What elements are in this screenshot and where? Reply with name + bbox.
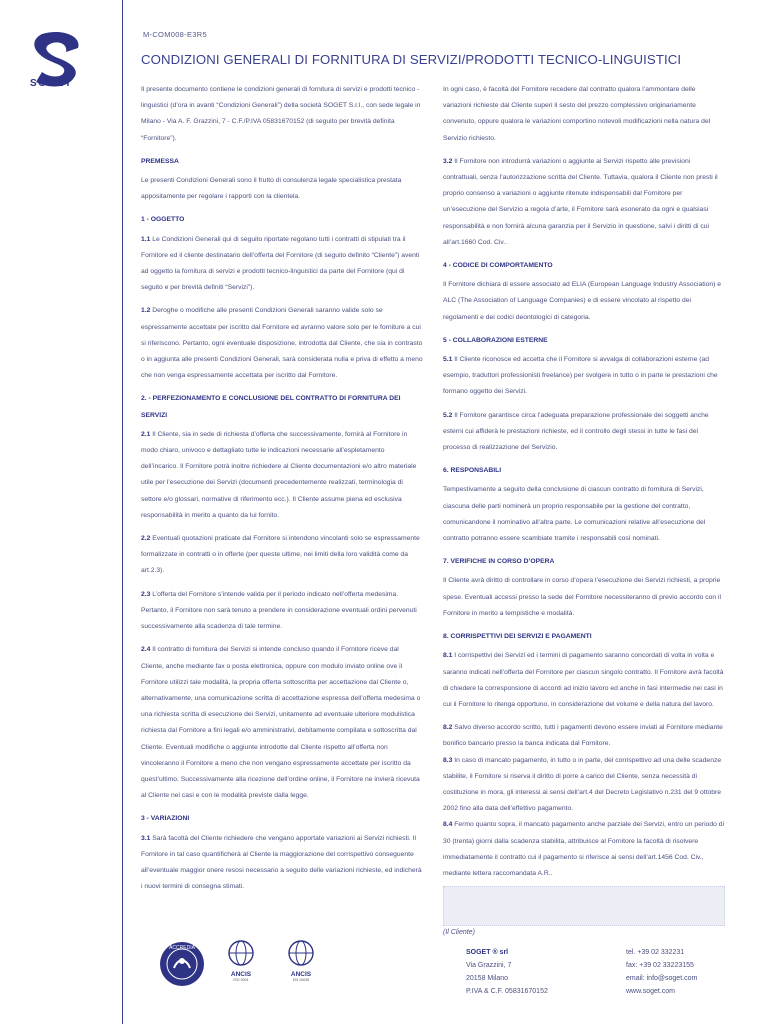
footer-company-name: SOGET ® srl	[466, 949, 509, 956]
document-reference: M-COM008-E3R5	[143, 30, 207, 39]
ancis-iso-label: ISO 9001	[233, 978, 249, 982]
clause-text: In caso di mancato pagamento, in tutto o in parte, del corrispettivo ad una delle scadenze stabilite, il Fornitore si riserva il diritto di porre a carico del Cliente, senza necessità di costituzione in mora, gli interessi ai sensi dell’art.4 del Decreto Legislativo n.231 del 9 ottobre 2002 fino alla data dell’effettivo pagamento.	[443, 756, 722, 813]
clause-number: 2.4	[141, 646, 151, 654]
clause-text: Deroghe o modifiche alle presenti Condizioni Generali saranno valide solo se espressamente accettate per iscritto dal Fornitore ed avranno valore solo per le forniture a cui si riferiscono. Pertanto, ogni eventuale disposizione, introdotta dal Cliente, che sia in contrasto o in aggiunta alle presenti Condizioni Generali, sarà considerata nulla e priva di effetto a meno che non venga espressamente accettata per iscritto dal Fornitore.	[141, 307, 423, 380]
footer-tel: tel. +39 02 332231	[626, 949, 685, 956]
clause-2-3	[141, 587, 423, 636]
clause-5-1	[443, 352, 725, 401]
section-heading-7: 7. VERIFICHE IN CORSO D’OPERA	[443, 558, 555, 566]
clause-number: 8.4	[443, 821, 453, 829]
clause-text: Salvo diverso accordo scritto, tutti i pagamenti devono essere inviati al Fornitore mediante bonifico bancario presso la banca indicata dal Fornitore.	[443, 724, 723, 748]
page-title: CONDIZIONI GENERALI DI FORNITURA DI SERVIZI/PRODOTTI TECNICO-LINGUISTICI	[141, 52, 682, 67]
footer-vat: P.IVA & C.F. 05831670152	[466, 988, 548, 995]
premessa-paragraph: Le presenti Condizioni Generali sono il frutto di consulenza legale specialistica prestata appositamente per regolare i rapporti con la clientela.	[141, 177, 402, 201]
clause-number: 3.2	[443, 157, 453, 165]
text-column-right	[443, 82, 725, 889]
footer-contact-block	[626, 946, 697, 998]
intro-paragraph: Il presente documento contiene le condizioni generali di fornitura di servizi e prodotti tecnico - linguistici (d’ora in avanti “Condizioni Generali”) della società SOGET S.r.l., con sede legale in Milano - Via A. F. Grazzini, 7 - C.F./P.IVA 05831670152 (di seguito per brevità definita “Fornitore”).	[141, 86, 421, 142]
signature-label: (Il Cliente)	[443, 929, 475, 936]
section-heading-6: 6. RESPONSABILI	[443, 467, 502, 475]
footer-web-link[interactable]: www.soget.com	[626, 988, 676, 995]
clause-text: L’offerta del Fornitore s’intende valida per il periodo indicato nell’offerta medesima. Pertanto, il Fornitore non sarà tenuto a prendere in considerazione eventuali ordini pervenuti successivamente alla scadenza di tale termine.	[141, 590, 417, 631]
clause-8-4	[443, 817, 725, 882]
clause-text: Eventuali quotazioni praticate dal Fornitore si intendono vincolanti solo se espressamente formalizzate in contratti o in offerte (per queste ultime, nei limiti della loro validità come da art.2.3).	[141, 535, 420, 575]
clause-text: Fermo quanto sopra, il mancato pagamento anche parziale dei Servizi, entro un periodo di 30 (trenta) giorni dalla scadenza stabilita, attribuisce al Fornitore la facoltà di risolvere immediatamente il contratto cui il pagamento si riferisce ai sensi dell’art.1456 Cod. Civ., mediante lettera raccomandata A.R..	[443, 821, 725, 877]
clause-number: 5.1	[443, 356, 453, 364]
clause-number: 2.2	[141, 535, 151, 543]
clause-number: 1.2	[141, 307, 151, 315]
clause-number: 8.2	[443, 724, 453, 732]
clause-number: 2.3	[141, 590, 151, 598]
footer-email-link[interactable]: email: info@soget.com	[626, 975, 698, 982]
section-heading-3: 3 - VARIAZIONI	[141, 815, 190, 823]
text-column-left	[141, 82, 423, 902]
clause-number: 8.1	[443, 652, 453, 660]
clause-number: 5.2	[443, 411, 453, 419]
footer-address: Via Grazzini, 7	[466, 962, 512, 969]
footer-city: 20158 Milano	[466, 975, 509, 982]
ancis-label: ANCIS	[230, 971, 252, 978]
section-heading-5: 5 - COLLABORAZIONI ESTERNE	[443, 336, 548, 344]
clause-5-2	[443, 408, 725, 457]
section-heading-premessa: PREMESSA	[141, 157, 179, 165]
brand-name: SOGET	[30, 78, 73, 89]
clause-1-2	[141, 303, 423, 384]
ancis-en-label: EN 15038	[293, 978, 309, 982]
clause-8-2	[443, 720, 725, 752]
clause-2-4	[141, 642, 423, 804]
ancis-iso-certificate	[222, 940, 260, 1000]
signature-field[interactable]	[443, 886, 725, 926]
section-6-paragraph: Tempestivamente a seguito della conclusione di ciascun contratto di fornitura di Servizi, ciascuna delle parti nominerà un proprio responsabile per la gestione del contratto, comunicandone il nominativo all’altra parte. Le comunicazioni relative all’esecuzione del contratto potranno essere scambiate tramite i responsabili così nominati.	[443, 486, 706, 543]
clause-text: Il Fornitore non introdurrà variazioni o aggiunte ai Servizi rispetto alle previsioni contrattuali, senza l’autorizzazione scritta del Cliente. Tuttavia, qualora il Cliente non presti il proprio consenso a variazioni o aggiunte ritenute indispensabili dal Fornitore per un’esecuzione del Servizio a regola d’arte, il Fornitore sarà esonerato da ogni e qualsiasi responsabilità e non fornirà alcuna garanzia per il Servizio in questione, salvi i diritti di cui all’art.1660 Cod. Civ..	[443, 157, 718, 246]
clause-3-1	[141, 831, 423, 896]
ancis-globe-icon	[282, 940, 320, 966]
svg-text:ACCREDIA: ACCREDIA	[169, 945, 195, 951]
ancis-label: ANCIS	[290, 971, 312, 978]
clause-text: Il Fornitore garantisce circa l’adeguata preparazione professionale dei soggetti anche esterni cui affiderà le prestazioni richieste, ed il controllo degli stessi in tutte le fasi del processo di realizzazione del Servizio.	[443, 411, 709, 452]
clause-3-1-continued: In ogni caso, è facoltà del Fornitore recedere dal contratto qualora l’ammontare delle variazioni richieste dal Cliente superi il sesto del prezzo complessivo originariamente convenuto, oppure qualora le variazioni comportino notevoli modificazioni nella natura del Servizio richiesto.	[443, 86, 711, 142]
clause-text: Le Condizioni Generali qui di seguito riportate regolano tutti i contratti di stipulati tra il Fornitore ed il cliente destinatario dell’offerta del Fornitore (di seguito definito “Cliente”) aventi ad oggetto la fornitura di servizi e prodotti tecnico-linguistici da parte del Fornitore (qui di seguito e per brevità definiti “Servizi”).	[141, 235, 420, 292]
clause-number: 3.1	[141, 834, 151, 842]
ancis-en-certificate	[282, 940, 320, 984]
footer-fax: fax: +39 02 33223155	[626, 962, 694, 969]
clause-8-3	[443, 753, 725, 818]
clause-text: Sarà facoltà del Cliente richiedere che vengano apportate variazioni ai Servizi richiesti. Il Fornitore in tal caso quantificherà al Cliente la maggiorazione del corrispettivo conseguente all’eventuale maggior onere resosi necessario a seguito delle variazioni richieste, ed indicherà i nuovi termini di consegna stimati.	[141, 834, 422, 891]
clause-text: Il Cliente riconosce ed accetta che il Fornitore si avvalga di collaborazioni esterne (ad esempio, traduttori professionisti freelance) per svolgere in tutto o in parte le prestazioni che formano oggetto dei Servizi.	[443, 356, 718, 396]
clause-8-1	[443, 648, 725, 713]
footer-company-block	[466, 946, 548, 998]
section-heading-8: 8. CORRISPETTIVI DEI SERVIZI E PAGAMENTI	[443, 633, 592, 641]
clause-text: Il Cliente, sia in sede di richiesta d’offerta che successivamente, fornirà al Fornitore in modo chiaro, univoco e dettagliato tutte le indicazioni necessarie all’espletamento dell’incarico. Il Fornitore potrà inoltre richiedere al Cliente documentazioni e/o altro materiale utile per l’esecuzione dei Servizi (documenti precedentemente realizzati, terminologia di settore e/o glossari, normative di riferimento ecc.). Il Cliente assume piena ed esclusiva responsabilità in merito a quanto da lui fornito.	[141, 430, 417, 519]
section-heading-4: 4 - CODICE DI COMPORTAMENTO	[443, 262, 553, 270]
clause-number: 1.1	[141, 235, 151, 243]
section-heading-1: 1 - OGGETTO	[141, 216, 185, 224]
clause-number: 8.3	[443, 756, 453, 764]
clause-number: 2.1	[141, 430, 151, 438]
clause-2-1	[141, 427, 423, 524]
margin-rule	[122, 0, 123, 1024]
clause-1-1	[141, 232, 423, 297]
clause-3-2	[443, 154, 725, 251]
ancis-globe-icon	[222, 940, 260, 966]
clause-text: Il contratto di fornitura dei Servizi si intende concluso quando il Fornitore riceve dal Cliente, anche mediante fax o posta elettronica, oppure con modulo inviato online ove il Fornitore utilizzi tale modalità, la propria offerta sottoscritta per accettazione dal Cliente o, alternativamente, una comunicazione scritta di accettazione espressa dell’offerta medesima o una richiesta scritta di esecuzione dei Servizi, unitamente ad eventuale ulteriore modulistica richiesta dal Fornitore a fini legali e/o amministrativi, debitamente compilata e sottoscritta dal Cliente. Eventuali modifiche o aggiunte introdotte dal Cliente rispetto all’offerta non vincoleranno il Fornitore a meno che non vengano espressamente accettate per iscritto da quest’ultimo. Successivamente alla ricezione dell’ordine online, il Fornitore ne invierà ricevuta al Cliente nei casi e con le modalità previste dalla legge.	[141, 646, 421, 800]
section-heading-2: 2. - PERFEZIONAMENTO E CONCLUSIONE DEL CONTRATTO DI FORNITURA DEI SERVIZI	[141, 395, 401, 419]
clause-text: I corrispettivi dei Servizi ed i termini di pagamento saranno concordati di volta in volta e saranno indicati nell’offerta del Fornitore per ciascun singolo contratto. Il Fornitore avrà facoltà di chiedere la corresponsione di acconti ad inizio lavoro ed anche in fasi intermedie nei casi in cui il Fornitore lo ritenga opportuno, in considerazione del volume e della natura del lavoro.	[443, 652, 724, 708]
clause-2-2	[141, 531, 423, 580]
section-7-paragraph: Il Cliente avrà diritto di controllare in corso d’opera l’esecuzione dei Servizi richiesti, a proprie spese. Eventuali accessi presso la sede del Fornitore necessiteranno di previo accordo con il Fornitore in merito a tempistiche e modalità.	[443, 577, 722, 617]
section-4-paragraph: Il Fornitore dichiara di essere associato ad ELIA (European Language Industry Association) e ALC (The Association of Language Companies) e di essere vincolato al rispetto dei regolamenti e dei codici deontologici di categoria.	[443, 281, 722, 321]
accredia-seal-icon	[158, 940, 206, 988]
